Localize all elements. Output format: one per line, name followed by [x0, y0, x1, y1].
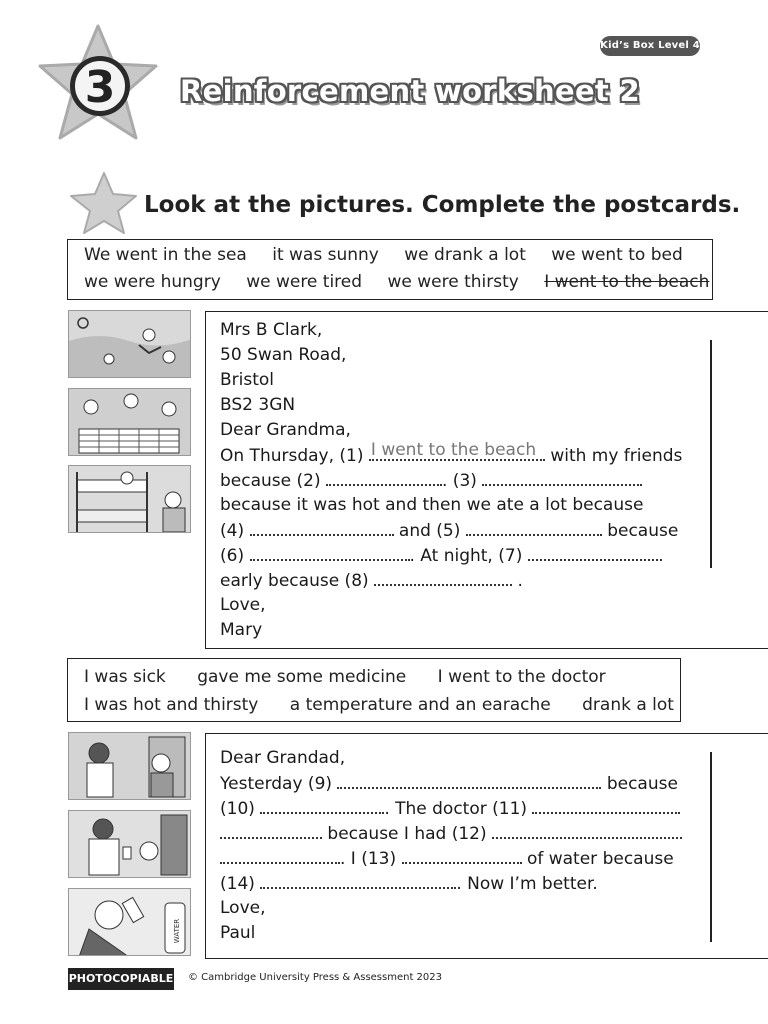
phrase: we were hungry: [84, 272, 221, 292]
answer-blank-11-cont[interactable]: [220, 823, 322, 839]
answer-blank-8[interactable]: [374, 570, 512, 586]
address-line: Bristol: [220, 370, 275, 390]
postcard-text: Yesterday (9) because: [220, 774, 678, 794]
answer-blank-4[interactable]: [250, 520, 394, 536]
postcard-text: (6) . At night, (7): [220, 545, 662, 566]
answer-blank-10[interactable]: [260, 798, 384, 814]
copyright-text: © Cambridge University Press & Assessment 2023: [188, 972, 443, 983]
phrase: a temperature and an earache: [289, 695, 551, 715]
picnic-picture: [68, 388, 191, 456]
phrase: I went to the doctor: [437, 667, 606, 687]
postcard-text: because it was hot and then we ate a lot because: [220, 495, 644, 515]
answer-blank-2[interactable]: [326, 470, 442, 486]
photocopiable-badge: PHOTOCOPIABLE: [68, 968, 174, 990]
word-box-1: [67, 239, 713, 300]
sign-off: Love,: [220, 595, 266, 615]
postcard-text: (10) . The doctor (11): [220, 798, 680, 819]
answer-blank-6[interactable]: [250, 545, 410, 561]
address-line: BS2 3GN: [220, 395, 296, 415]
address-line: Mrs B Clark,: [220, 320, 323, 340]
beach-scene-picture: [68, 310, 191, 378]
unit-star-icon: [34, 22, 162, 144]
phrase: we went to bed: [551, 245, 683, 265]
postcard-text: early because (8) .: [220, 571, 523, 591]
page-title: Reinforcement worksheet 2: [180, 74, 640, 108]
level-badge: Kid’s Box Level 4: [600, 36, 700, 56]
greeting: Dear Grandma,: [220, 420, 351, 440]
phrase: gave me some medicine: [197, 667, 407, 687]
phrase: I was sick: [84, 667, 166, 687]
word-box-2: [67, 658, 681, 722]
postcard-text: because I had (12): [220, 823, 682, 844]
instruction-star-icon: [66, 170, 138, 236]
phrase: I was hot and thirsty: [84, 695, 259, 715]
sign-off: Love,: [220, 898, 266, 918]
medicine-picture: [68, 810, 191, 878]
postcard-text: because (2) . (3): [220, 470, 642, 491]
phrase: it was sunny: [272, 245, 379, 265]
postcard-text: On Thursday, (1) I went to the beach with my friends: [220, 440, 683, 466]
postcard-text: (14) . Now I’m better.: [220, 874, 598, 894]
phrase: we were thirsty: [387, 272, 519, 292]
answer-blank-11[interactable]: [532, 798, 680, 814]
phrase: we were tired: [246, 272, 363, 292]
instruction-text: Look at the pictures. Complete the postcards.: [144, 192, 741, 218]
postcard-text: (4) and (5) because: [220, 521, 679, 541]
postcard-text: . I (13) of water because: [220, 848, 674, 869]
postcard-2: [205, 733, 768, 959]
phrase: We went in the sea: [84, 245, 247, 265]
answer-blank-3[interactable]: [482, 470, 642, 486]
postcard-1: [205, 311, 768, 649]
bunk-beds-picture: [68, 465, 191, 533]
answer-blank-5[interactable]: [466, 520, 602, 536]
answer-blank-14[interactable]: [260, 873, 456, 889]
address-line: 50 Swan Road,: [220, 345, 347, 365]
answer-blank-12[interactable]: [492, 823, 682, 839]
greeting: Dear Grandad,: [220, 748, 346, 768]
sender-name: Paul: [220, 923, 256, 943]
bottle-label: WATER: [173, 918, 181, 944]
doctor-picture: [68, 732, 191, 800]
unit-number: 3: [84, 62, 116, 113]
sender-name: Mary: [220, 620, 263, 640]
drinking-water-picture: [68, 888, 191, 956]
answer-blank-7[interactable]: [528, 545, 662, 561]
example-answer: I went to the beach: [370, 440, 537, 460]
answer-blank-12-cont[interactable]: [220, 848, 340, 864]
answer-blank-13[interactable]: [402, 848, 522, 864]
crossed-example-phrase: I went to the beach: [544, 272, 710, 292]
phrase: drank a lot: [582, 695, 674, 715]
answer-blank-9[interactable]: [337, 773, 601, 789]
phrase: we drank a lot: [404, 245, 526, 265]
